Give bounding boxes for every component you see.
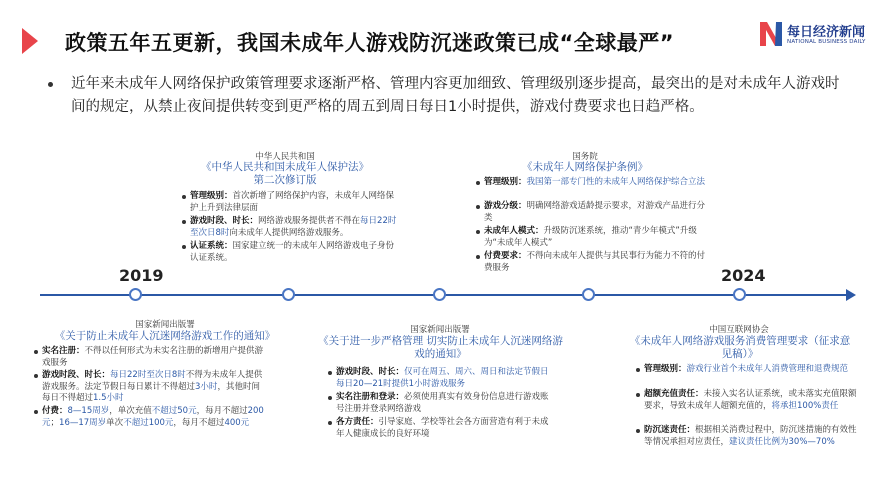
item-text: 未接入实名认证系统，或未落实充值限额要求，导致未成年人超额充值的， <box>644 389 857 411</box>
timeline-node-p3 <box>433 288 446 301</box>
policy-issuer-p2: 中华人民共和国 <box>255 152 315 162</box>
policy-name-p2-line2: 第二次修订版 <box>253 174 317 186</box>
item-text: 不得以任何形式为未实名注册的新增用户提供游戏服务 <box>42 346 264 368</box>
logo-text-en: NATIONAL BUSINESS DAILY <box>787 39 866 45</box>
item-text: ，其他时间每日不得超过 <box>42 381 260 403</box>
item-highlight: 3小时 <box>195 381 218 392</box>
item-key: 实名注册和登录： <box>336 392 405 402</box>
item-key: 实名注册： <box>42 346 85 356</box>
intro-paragraph: 近年来未成年人网络保护政策管理要求逐渐严格、管理内容更加细致、管理级别逐步提高，最突出的是对未成年人游戏时间的规定，从禁止夜间提供转变到更严格的周五到周日每日1小时提供，游戏付费要求也日趋严格。 <box>71 76 840 115</box>
item-highlight: 16—17周岁 <box>59 417 107 428</box>
item-key: 超额充值责任： <box>644 389 704 399</box>
item-key: 管理级别： <box>644 364 687 374</box>
timeline-node-p5 <box>733 288 746 301</box>
policy-issuer-p4: 国务院 <box>572 152 598 162</box>
item-text: ； <box>50 417 60 428</box>
item-text: 不得向未成年人提供与其民事行为能力不符的付费服务 <box>484 251 706 273</box>
item-text: 升级防沉迷系统，推动“青少年模式”升级为“未成年人模式” <box>484 226 697 248</box>
brand-logo <box>758 18 866 52</box>
item-key: 认证系统： <box>190 241 233 251</box>
item-text: ，每月不超过 <box>173 417 225 428</box>
item-highlight: 400元 <box>224 417 250 428</box>
item-key: 游戏分级： <box>484 201 527 211</box>
bullet-icon <box>476 181 480 185</box>
timeline-node-p4 <box>582 288 595 301</box>
policy-item <box>636 425 858 448</box>
bullet-icon <box>34 350 38 354</box>
item-highlight: 建议责任比例为30%—70% <box>729 436 835 447</box>
bullet-icon <box>636 429 640 433</box>
item-text: 首次新增了网络保护内容，未成年人网络保护上升到法律层面 <box>190 191 395 213</box>
policy-item <box>476 226 706 249</box>
policy-item <box>182 191 400 214</box>
policy-name-p1: 《关于防止未成年人沉迷网络游戏工作的通知》 <box>54 330 276 342</box>
policy-name-p2 <box>180 161 390 187</box>
item-key: 防沉迷责任： <box>644 425 696 435</box>
bullet-icon <box>636 393 640 397</box>
bullet-icon <box>328 371 332 375</box>
item-text: ，每月不超过 <box>196 406 248 416</box>
policy-item <box>328 392 556 415</box>
item-key: 游戏时段、时长： <box>336 367 405 377</box>
item-highlight: 不超过100元 <box>123 417 174 428</box>
year-label-start: 2019 <box>119 266 164 285</box>
timeline-arrow-icon <box>846 289 856 301</box>
policy-item <box>34 346 266 369</box>
item-highlight: 不超过50元 <box>151 406 197 416</box>
title-arrow-icon <box>22 28 38 54</box>
year-label-end: 2024 <box>721 266 766 285</box>
nbd-n-logo-icon <box>758 18 784 48</box>
item-key: 管理级别： <box>484 177 527 187</box>
item-text: 引导家庭、学校等社会各方面营造有利于未成年人健康成长的良好环境 <box>336 417 549 439</box>
item-highlight: 每日22时至次日8时 <box>110 370 186 380</box>
item-highlight: 200元 <box>42 406 264 428</box>
item-key: 管理级别： <box>190 191 233 201</box>
policy-item <box>328 417 556 440</box>
bullet-icon <box>328 396 332 400</box>
item-highlight: 每日22时至次日8时 <box>190 216 397 238</box>
policy-issuer-p3: 国家新闻出版署 <box>410 325 470 335</box>
policy-item <box>636 364 858 376</box>
policy-item <box>182 216 400 239</box>
bullet-icon <box>476 230 480 234</box>
intro-bullet-icon <box>48 82 53 87</box>
item-text: 必须使用真实有效身份信息进行游戏账号注册并登录网络游戏 <box>336 392 549 414</box>
item-text: 不得为未成年人提供游戏服务。法定节假日每日累计不得超过 <box>42 370 263 392</box>
item-highlight: 我国第一部专门性的未成年人网络保护综合立法 <box>526 177 706 187</box>
item-text: 单次 <box>106 417 124 428</box>
policy-item <box>182 241 400 264</box>
policy-issuer-p5: 中国互联网协会 <box>709 325 769 335</box>
item-highlight: 游戏行业首个未成年人消费管理和退费规范 <box>686 364 849 374</box>
item-text: 国家建立统一的未成年人网络游戏电子身份认证系统。 <box>190 241 395 263</box>
bullet-icon <box>34 374 38 378</box>
policy-item <box>328 367 556 390</box>
policy-name-p5: 《未成年人网络游戏服务消费管理要求（征求意见稿）》 <box>629 335 851 360</box>
policy-item <box>476 251 706 274</box>
bullet-icon <box>476 255 480 259</box>
policy-item <box>34 370 266 405</box>
item-highlight: 仅可在周五、周六、周日和法定节假日每日20—21时提供1小时游戏服务 <box>336 367 549 389</box>
item-highlight: 1.5小时 <box>93 393 124 403</box>
item-key: 付费： <box>42 406 68 416</box>
bullet-icon <box>636 368 640 372</box>
bullet-icon <box>34 410 38 414</box>
policy-name-p4: 《未成年人网络保护条例》 <box>522 161 648 173</box>
item-text: ，单次充值 <box>109 406 152 416</box>
timeline-node-p2 <box>282 288 295 301</box>
item-text: 网络游戏服务提供者不得在 <box>258 216 361 226</box>
policy-item <box>636 389 858 412</box>
bullet-icon <box>182 195 186 199</box>
policy-item <box>34 406 266 429</box>
item-text: 根据相关消费过程中，防沉迷措施的有效性等情况承担对应责任， <box>644 425 857 447</box>
policy-issuer-p1: 国家新闻出版署 <box>135 320 195 330</box>
item-key: 付费要求： <box>484 251 527 261</box>
item-key: 各方责任： <box>336 417 379 427</box>
policy-item <box>476 201 706 224</box>
item-key: 游戏时段、时长： <box>190 216 259 226</box>
item-key: 游戏时段、时长： <box>42 370 111 380</box>
item-key: 未成年人模式： <box>484 226 544 236</box>
bullet-icon <box>476 205 480 209</box>
timeline-node-p1 <box>129 288 142 301</box>
bullet-icon <box>328 421 332 425</box>
bullet-icon <box>182 245 186 249</box>
policy-name-p3: 《关于进一步严格管理 切实防止未成年人沉迷网络游戏的通知》 <box>318 335 563 360</box>
bullet-icon <box>182 220 186 224</box>
policy-name-p2-line1: 《中华人民共和国未成年人保护法》 <box>201 161 369 173</box>
item-text: 明确网络游戏适龄提示要求，对游戏产品进行分类 <box>484 201 706 223</box>
policy-item <box>476 177 706 189</box>
logo-text-cn: 每日经济新闻 <box>787 25 866 40</box>
item-text: 向未成年人提供网络游戏服务。 <box>229 227 349 238</box>
page-title: 政策五年五更新，我国未成年人游戏防沉迷政策已成“全球最严” <box>65 31 675 55</box>
item-highlight: 8—15周岁 <box>67 406 110 416</box>
item-highlight: 将承担100%责任 <box>771 400 839 411</box>
